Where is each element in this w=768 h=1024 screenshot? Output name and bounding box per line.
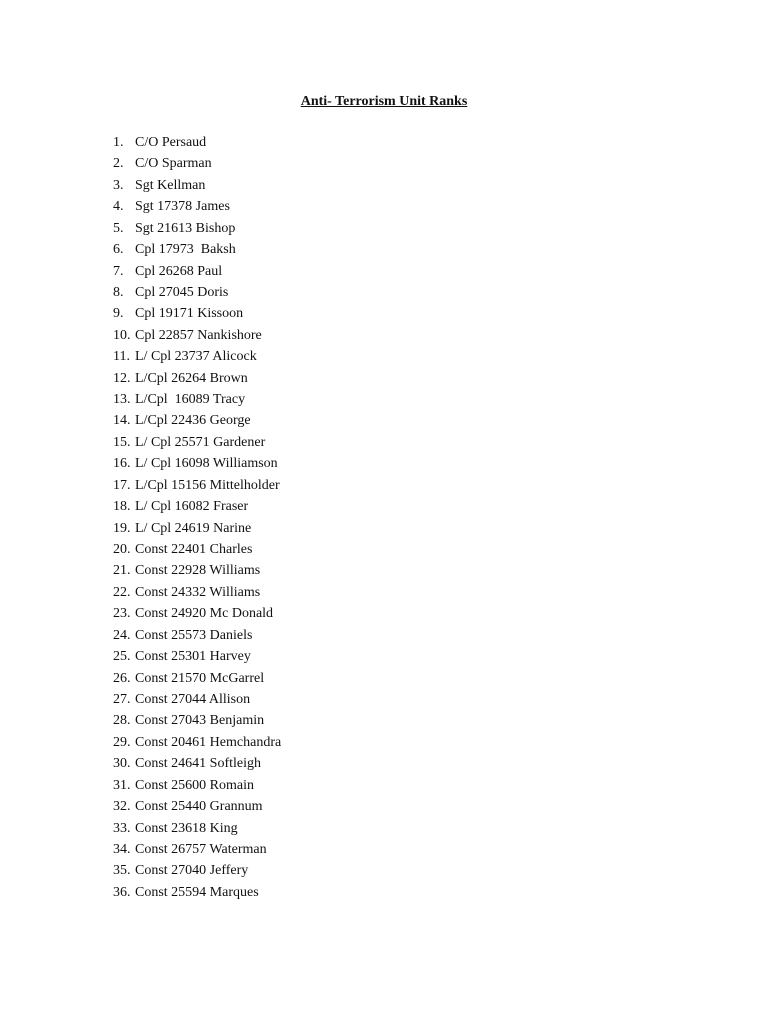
list-item-number: 9.: [113, 306, 124, 322]
list-item-text: Const 22401 Charles: [135, 542, 253, 558]
list-item-text: Cpl 17973 Baksh: [135, 242, 236, 258]
list-item-text: Const 27043 Benjamin: [135, 713, 265, 729]
list-item-number: 19.: [113, 520, 131, 536]
list-item-text: C/O Persaud: [135, 135, 207, 150]
list-item-text: L/Cpl 26264 Brown: [135, 370, 248, 386]
list-item-number: 36.: [113, 884, 131, 900]
list-item-number: 26.: [113, 670, 131, 686]
list-item-number: 12.: [113, 370, 131, 386]
list-item: [113, 389, 281, 410]
list-item-number: 5.: [113, 220, 124, 236]
list-item-number: 30.: [113, 756, 131, 772]
list-item-text: Sgt 21613 Bishop: [135, 220, 236, 236]
list-item-number: 6.: [113, 242, 124, 258]
list-item-number: 14.: [113, 413, 131, 429]
list-item-text: C/O Sparman: [135, 156, 212, 172]
list-item: [113, 282, 281, 303]
list-item: [113, 882, 281, 903]
list-item-text: L/ Cpl 24619 Narine: [135, 520, 252, 536]
list-item: [113, 796, 281, 817]
list-item: [113, 346, 281, 367]
list-item-number: 17.: [113, 477, 131, 493]
list-item-text: Const 27044 Allison: [135, 691, 251, 707]
list-item: [113, 560, 281, 581]
list-item: [113, 196, 281, 217]
list-item: [113, 175, 281, 196]
list-item: [113, 496, 281, 517]
list-item: [113, 303, 281, 324]
list-item-text: Const 26757 Waterman: [135, 841, 267, 857]
list-item-text: Const 25573 Daniels: [135, 627, 253, 643]
list-item-text: L/ Cpl 16082 Fraser: [135, 499, 249, 515]
list-item: [113, 839, 281, 860]
list-item-number: 16.: [113, 456, 131, 472]
list-item-number: 34.: [113, 841, 131, 857]
list-item-number: 33.: [113, 820, 131, 836]
list-item: [113, 218, 281, 239]
list-item: [113, 432, 281, 453]
list-item-text: Const 24641 Softleigh: [135, 756, 262, 772]
list-item: [113, 818, 281, 839]
list-item-text: L/ Cpl 25571 Gardener: [135, 434, 266, 450]
list-item: [113, 539, 281, 560]
list-item: [113, 753, 281, 774]
list-item-number: 21.: [113, 563, 131, 579]
list-item-number: 1.: [113, 135, 124, 150]
list-item-text: L/Cpl 22436 George: [135, 413, 251, 429]
list-item: [113, 860, 281, 881]
list-item-number: 29.: [113, 734, 131, 750]
list-item-text: L/ Cpl 16098 Williamson: [135, 456, 278, 472]
list-item: [113, 453, 281, 474]
list-item: [113, 239, 281, 260]
list-item-text: Cpl 26268 Paul: [135, 263, 223, 279]
list-item-number: 28.: [113, 713, 131, 729]
list-item-text: Const 27040 Jeffery: [135, 863, 249, 879]
list-item: [113, 646, 281, 667]
list-item: [113, 732, 281, 753]
list-item-text: Const 22928 Williams: [135, 563, 261, 579]
list-item-number: 7.: [113, 263, 124, 279]
list-item-text: L/ Cpl 23737 Alicock: [135, 349, 257, 365]
list-item: [113, 603, 281, 624]
list-item-number: 25.: [113, 649, 131, 665]
list-item-number: 35.: [113, 863, 131, 879]
document-title: Anti- Terrorism Unit Ranks: [300, 94, 468, 109]
list-item-number: 11.: [113, 349, 130, 365]
list-item-text: Cpl 22857 Nankishore: [135, 327, 262, 343]
list-item-text: L/Cpl 16089 Tracy: [135, 392, 246, 408]
list-item-number: 23.: [113, 606, 131, 622]
list-item: [113, 475, 281, 496]
list-item: [113, 775, 281, 796]
list-item-number: 18.: [113, 499, 131, 515]
list-item: [113, 132, 281, 153]
list-item: [113, 410, 281, 431]
list-item-text: Const 25600 Romain: [135, 777, 255, 793]
list-item: [113, 582, 281, 603]
list-item-number: 20.: [113, 542, 131, 558]
list-item: [113, 689, 281, 710]
list-item-number: 4.: [113, 199, 124, 215]
list-item: [113, 625, 281, 646]
list-item-number: 32.: [113, 799, 131, 815]
list-item-text: Const 24920 Mc Donald: [135, 606, 274, 622]
list-item-text: Cpl 27045 Doris: [135, 284, 229, 300]
list-item-number: 15.: [113, 434, 131, 450]
list-item-number: 10.: [113, 327, 131, 343]
list-item: [113, 368, 281, 389]
list-item-text: Const 21570 McGarrel: [135, 670, 265, 686]
list-item: [113, 153, 281, 174]
list-item-number: 22.: [113, 584, 131, 600]
list-item: [113, 261, 281, 282]
list-item-text: Sgt Kellman: [135, 177, 206, 193]
list-item-text: Const 25301 Harvey: [135, 649, 251, 665]
list-item-text: Const 24332 Williams: [135, 584, 261, 600]
list-item-text: Const 25594 Marques: [135, 884, 259, 900]
list-item: [113, 668, 281, 689]
list-item-number: 31.: [113, 777, 131, 793]
list-item-number: 8.: [113, 284, 124, 300]
list-item-number: 27.: [113, 691, 131, 707]
list-item-text: Const 23618 King: [135, 820, 238, 836]
list-item-text: L/Cpl 15156 Mittelholder: [135, 477, 280, 493]
list-item-number: 24.: [113, 627, 131, 643]
list-item-number: 3.: [113, 177, 124, 193]
list-item-text: Sgt 17378 James: [135, 199, 230, 215]
list-item-number: 2.: [113, 156, 124, 172]
list-item: [113, 325, 281, 346]
list-item-text: Const 25440 Grannum: [135, 799, 263, 815]
list-item: [113, 710, 281, 731]
list-item-number: 13.: [113, 392, 131, 408]
list-item-text: Const 20461 Hemchandra: [135, 734, 282, 750]
list-item-text: Cpl 19171 Kissoon: [135, 306, 244, 322]
rank-list: [113, 132, 281, 903]
list-item: [113, 518, 281, 539]
